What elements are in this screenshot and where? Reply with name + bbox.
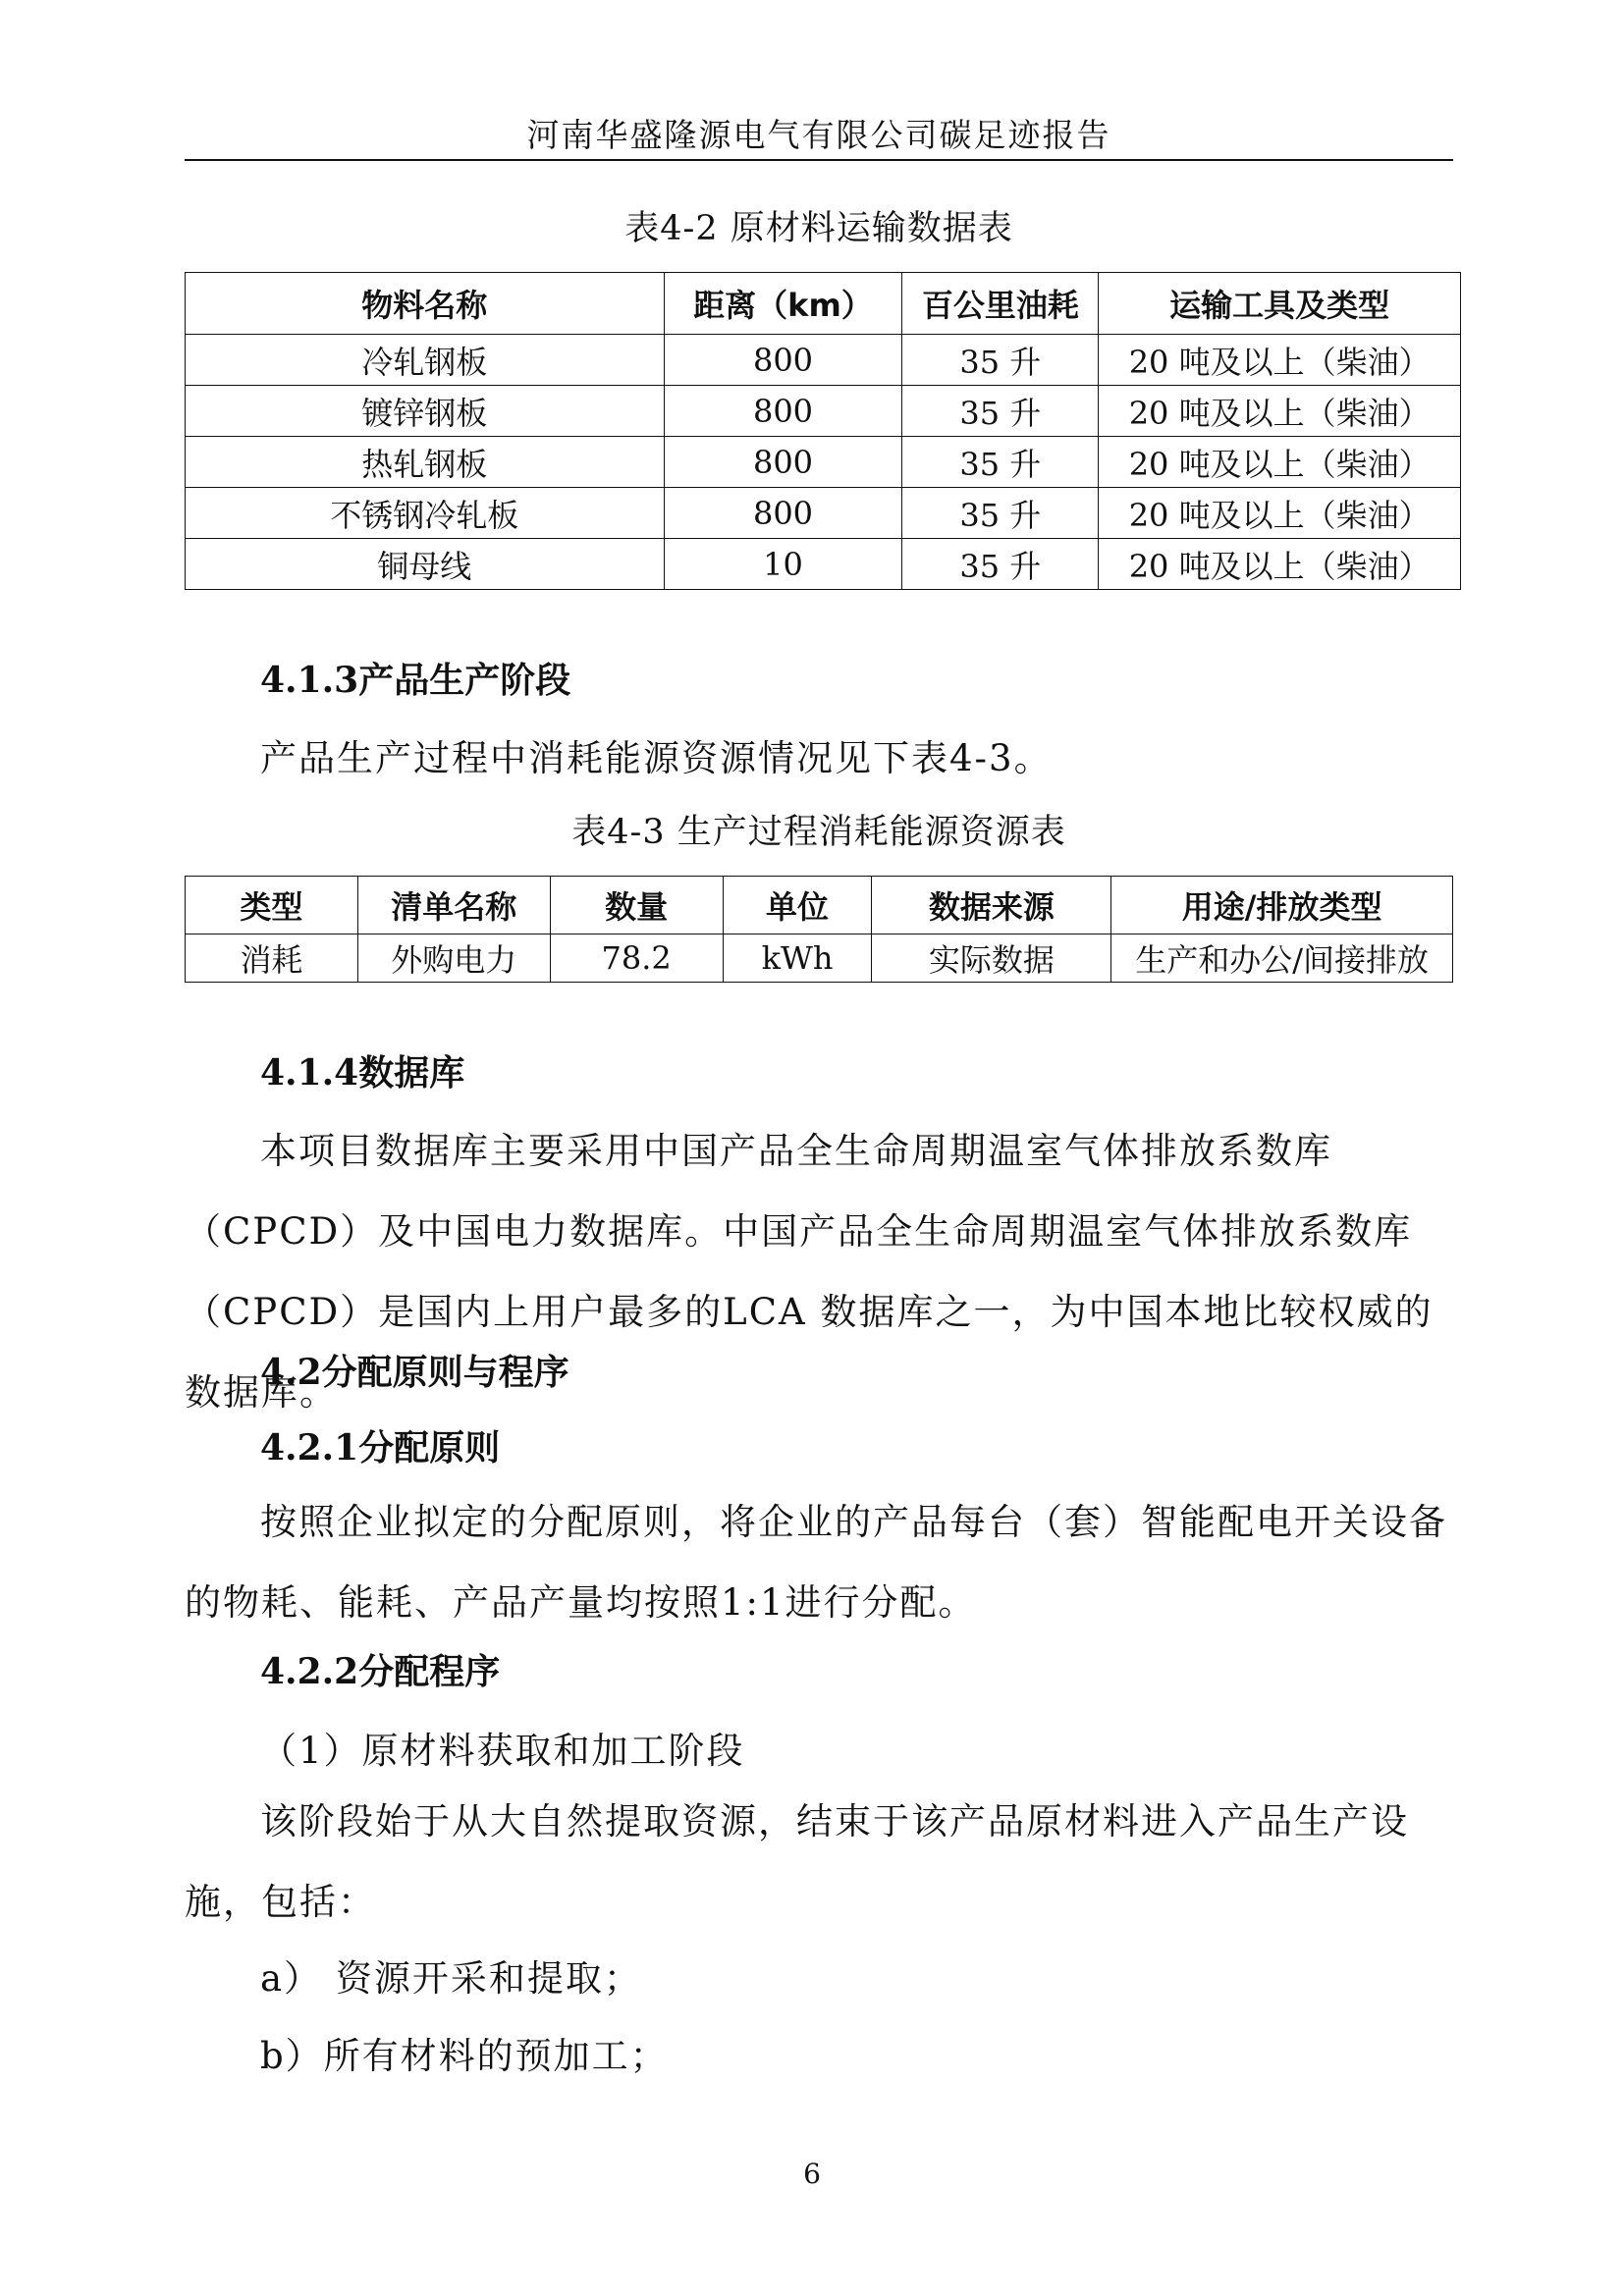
paragraph-4-2-1 xyxy=(185,1482,1453,1643)
column-header: 距离（km） xyxy=(664,273,902,335)
table-cell: 不锈钢冷轧板 xyxy=(186,488,665,539)
page-number: 6 xyxy=(803,2158,821,2190)
table-cell: 铜母线 xyxy=(186,539,665,590)
table2-caption: 表4-3 生产过程消耗能源资源表 xyxy=(571,813,1066,852)
paragraph-text: 该阶段始于从大自然提取资源，结束于该产品原材料进入产品生产设施，包括： xyxy=(185,1800,1409,1923)
table-cell: 热轧钢板 xyxy=(186,437,665,488)
table-cell: 800 xyxy=(664,335,902,386)
column-header: 单位 xyxy=(723,877,872,934)
table-header-row xyxy=(186,877,1453,934)
table-row xyxy=(186,934,1453,983)
table-cell: kWh xyxy=(723,934,872,983)
column-header: 百公里油耗 xyxy=(902,273,1099,335)
list-item-a: a） 资源开采和提取； xyxy=(260,1957,642,2000)
section-heading-4-1-3: 4.1.3产品生产阶段 xyxy=(260,660,571,701)
header-rule xyxy=(185,159,1453,161)
paragraph-text: 按照企业拟定的分配原则，将企业的产品每台（套）智能配电开关设备的物耗、能耗、产品产量均按照1:1进行分配。 xyxy=(185,1501,1447,1624)
paragraph-4-1-3: 产品生产过程中消耗能源资源情况见下表4-3。 xyxy=(260,737,1053,779)
table-cell: 镀锌钢板 xyxy=(186,386,665,437)
list-item-b: b）所有材料的预加工； xyxy=(260,2035,669,2077)
table-cell: 800 xyxy=(664,386,902,437)
table-cell: 20 吨及以上（柴油） xyxy=(1099,488,1461,539)
table-row xyxy=(186,437,1461,488)
section-heading-4-2-2: 4.2.2分配程序 xyxy=(260,1651,501,1692)
transport-data-table xyxy=(185,272,1461,590)
table-cell: 800 xyxy=(664,488,902,539)
table-row xyxy=(186,386,1461,437)
table-cell: 消耗 xyxy=(186,934,358,983)
table-cell: 20 吨及以上（柴油） xyxy=(1099,386,1461,437)
paragraph-4-2-2 xyxy=(185,1782,1453,1943)
table-cell: 外购电力 xyxy=(357,934,550,983)
table-cell: 20 吨及以上（柴油） xyxy=(1099,335,1461,386)
table-cell: 10 xyxy=(664,539,902,590)
table-cell: 35 升 xyxy=(902,539,1099,590)
table-cell: 生产和办公/间接排放 xyxy=(1111,934,1453,983)
table-cell: 20 吨及以上（柴油） xyxy=(1099,437,1461,488)
table-cell: 35 升 xyxy=(902,335,1099,386)
table-cell: 20 吨及以上（柴油） xyxy=(1099,539,1461,590)
table-cell: 800 xyxy=(664,437,902,488)
column-header: 用途/排放类型 xyxy=(1111,877,1453,934)
column-header: 清单名称 xyxy=(357,877,550,934)
table-header-row xyxy=(186,273,1461,335)
section-heading-4-2: 4.2分配原则与程序 xyxy=(260,1352,569,1393)
column-header: 运输工具及类型 xyxy=(1099,273,1461,335)
table-cell: 35 升 xyxy=(902,437,1099,488)
table-cell: 35 升 xyxy=(902,488,1099,539)
table-cell: 实际数据 xyxy=(872,934,1111,983)
section-heading-4-2-1: 4.2.1分配原则 xyxy=(260,1427,501,1468)
table-row xyxy=(186,335,1461,386)
section-heading-4-1-4: 4.1.4数据库 xyxy=(260,1052,465,1094)
column-header: 数据来源 xyxy=(872,877,1111,934)
column-header: 物料名称 xyxy=(186,273,665,335)
energy-consumption-table xyxy=(185,876,1453,983)
column-header: 数量 xyxy=(550,877,723,934)
running-header: 河南华盛隆源电气有限公司碳足迹报告 xyxy=(526,116,1111,154)
paragraph-text: 本项目数据库主要采用中国产品全生命周期温室气体排放系数库（CPCD）及中国电力数据库。中国产品全生命周期温室气体排放系数库（CPCD）是国内上用户最多的LCA 数据库之一，为中国本地比较权威的数据库。 xyxy=(185,1130,1434,1414)
table-row xyxy=(186,539,1461,590)
list-item-1: （1）原材料获取和加工阶段 xyxy=(260,1730,745,1772)
table-row xyxy=(186,488,1461,539)
table1-caption: 表4-2 原材料运输数据表 xyxy=(624,209,1013,248)
column-header: 类型 xyxy=(186,877,358,934)
table-cell: 78.2 xyxy=(550,934,723,983)
table-cell: 35 升 xyxy=(902,386,1099,437)
table-cell: 冷轧钢板 xyxy=(186,335,665,386)
